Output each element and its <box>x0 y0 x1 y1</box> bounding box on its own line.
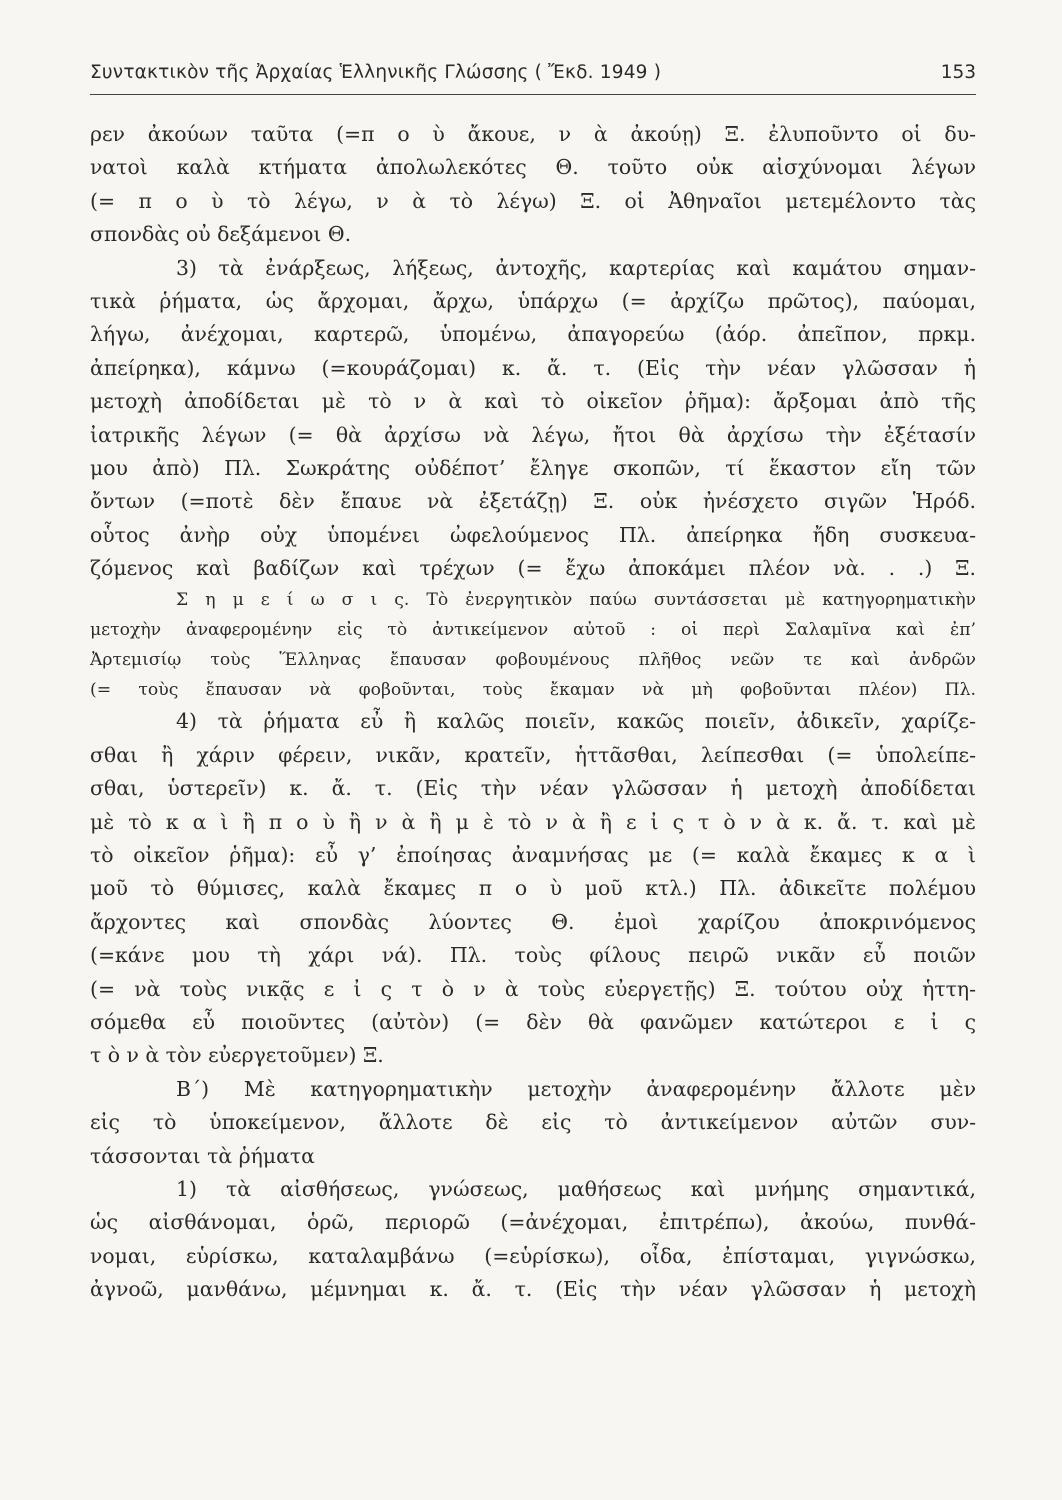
text-line: τάσσονται τὰ ῥήματα <box>90 1143 315 1168</box>
text-line: μὲ τὸ κ α ὶ ἢ π ο ὺ ἢ ν ὰ ἢ μ ὲ τὸ ν ὰ ἢ ε ἰ ς τ ὸ ν ὰ κ. ἄ. τ. καὶ μὲ <box>90 809 976 834</box>
text-line: ρεν ἀκούων ταῦτα (=π ο ὺ ἄκουε, ν ὰ ἀκούῃ) Ξ. ἐλυποῦντο οἱ δυ- <box>90 122 976 146</box>
page-number: 153 <box>940 62 976 83</box>
text-line: νομαι, εὑρίσκω, καταλαμβάνω (=εὑρίσκω), οἶδα, ἐπίσταμαι, γιγνώσκω, <box>90 1243 976 1268</box>
text-line: Β΄) Μὲ κατηγορηματικὴν μετοχὴν ἀναφερομένην ἄλλοτε μὲν <box>176 1076 976 1101</box>
note-line: (= τοὺς ἔπαυσαν νὰ φοβοῦνται, τοὺς ἔκαμαν νὰ μὴ φοβοῦνται πλέον) Πλ. <box>90 680 976 701</box>
text-line: ἄρχοντες καὶ σπονδὰς λύοντες Θ. ἐμοὶ χαρίζου ἀποκρινόμενος <box>90 909 976 934</box>
text-line: 4) τὰ ῥήματα εὖ ἢ καλῶς ποιεῖν, κακῶς ποιεῖν, ἀδικεῖν, χαρίζε- <box>176 709 976 734</box>
text-line: τὸ οἰκεῖον ῥῆμα): εὖ γ’ ἐποίησας ἀναμνήσας με (= καλὰ ἔκαμες κ α ὶ <box>90 843 976 868</box>
text-line: ἀπείρηκα), κάμνω (=κουράζομαι) κ. ἄ. τ. (Εἰς τὴν νέαν γλῶσσαν ἡ <box>90 355 976 380</box>
text-line: (=κάνε μου τὴ χάρι νά). Πλ. τοὺς φίλους πειρῶ νικᾶν εὖ ποιῶν <box>90 943 976 968</box>
text-line: (= π ο ὺ τὸ λέγω, ν ὰ τὸ λέγω) Ξ. οἱ Ἀθηναῖοι μετεμέλοντο τὰς <box>90 188 976 213</box>
text-line: μοῦ τὸ θύμισες, καλὰ ἔκαμες π ο ὺ μοῦ κτλ.) Πλ. ἀδικεῖτε πολέμου <box>90 876 976 901</box>
running-title: Συντακτικὸν τῆς Ἀρχαίας Ἑλληνικῆς Γλώσσης ( Ἔκδ. 1949 ) <box>90 62 662 83</box>
text-line: σπονδὰς οὐ δεξάμενοι Θ. <box>90 222 352 247</box>
text-line: εἰς τὸ ὑποκείμενον, ἄλλοτε δὲ εἰς τὸ ἀντικείμενον αὐτῶν συν- <box>90 1110 976 1135</box>
body-text <box>90 118 976 1307</box>
note-line: μετοχὴν ἀναφερομένην εἰς τὸ ἀντικείμενον αὐτοῦ : οἱ περὶ Σαλαμῖνα καὶ ἐπ’ <box>90 620 976 641</box>
text-line: τ ὸ ν ὰ τὸν εὐεργετοῦμεν) Ξ. <box>90 1043 384 1068</box>
text-line: οὗτος ἀνὴρ οὐχ ὑπομένει ὠφελούμενος Πλ. ἀπείρηκα ἤδη συσκευα- <box>90 522 976 547</box>
text-line: 1) τὰ αἰσθήσεως, γνώσεως, μαθήσεως καὶ μνήμης σημαντικά, <box>176 1176 976 1201</box>
note-line: Ἀρτεμισίῳ τοὺς Ἕλληνας ἔπαυσαν φοβουμένους πλῆθος νεῶν τε καὶ ἀνδρῶν <box>90 650 976 671</box>
text-line: σθαι, ὑστερεῖν) κ. ἄ. τ. (Εἰς τὴν νέαν γλῶσσαν ἡ μετοχὴ ἀποδίδεται <box>90 776 976 801</box>
text-line: σθαι ἢ χάριν φέρειν, νικᾶν, κρατεῖν, ἡττᾶσθαι, λείπεσθαι (= ὑπολείπε- <box>90 742 976 767</box>
text-line: ἰατρικῆς λέγων (= θὰ ἀρχίσω νὰ λέγω, ἤτοι θὰ ἀρχίσω τὴν ἐξέτασίν <box>90 422 976 447</box>
text-line: ἀγνοῶ, μανθάνω, μέμνημαι κ. ἄ. τ. (Εἰς τὴν νέαν γλῶσσαν ἡ μετοχὴ <box>90 1277 976 1302</box>
text-line: ὄντων (=ποτὲ δὲν ἔπαυε νὰ ἐξετάζῃ) Ξ. οὐκ ἠνέσχετο σιγῶν Ἡρόδ. <box>90 489 976 514</box>
text-line: νατοὶ καλὰ κτήματα ἀπολωλεκότες Θ. τοῦτο οὐκ αἰσχύνομαι λέγων <box>90 155 976 180</box>
text-line: ζόμενος καὶ βαδίζων καὶ τρέχων (= ἔχω ἀποκάμει πλέον νὰ. . .) Ξ. <box>90 556 976 581</box>
text-line: (= νὰ τοὺς νικᾷς ε ἰ ς τ ὸ ν ὰ τοὺς εὐεργετῇς) Ξ. τούτου οὐχ ἡττη- <box>90 976 976 1001</box>
text-line: λήγω, ἀνέχομαι, καρτερῶ, ὑπομένω, ἀπαγορεύω (ἀόρ. ἀπεῖπον, πρκμ. <box>90 322 976 347</box>
running-header <box>90 60 976 95</box>
note-line: Σ η μ ε ί ω σ ι ς. Τὸ ἐνεργητικὸν παύω συντάσσεται μὲ κατηγορηματικὴν <box>176 590 976 611</box>
text-line: σόμεθα εὖ ποιοῦντες (αὐτὸν) (= δὲν θὰ φανῶμεν κατώτεροι ε ἰ ς <box>90 1009 976 1034</box>
text-line: μετοχὴ ἀποδίδεται μὲ τὸ ν ὰ καὶ τὸ οἰκεῖον ῥῆμα): ἄρξομαι ἀπὸ τῆς <box>90 389 976 414</box>
text-line: μου ἀπὸ) Πλ. Σωκράτης οὐδέποτ’ ἔληγε σκοπῶν, τί ἕκαστον εἴη τῶν <box>90 455 976 480</box>
text-line: ὡς αἰσθάνομαι, ὁρῶ, περιορῶ (=ἀνέχομαι, ἐπιτρέπω), ἀκούω, πυνθά- <box>90 1210 976 1235</box>
text-line: 3) τὰ ἐνάρξεως, λήξεως, ἀντοχῆς, καρτερίας καὶ καμάτου σημαν- <box>176 255 976 280</box>
text-line: τικὰ ῥήματα, ὡς ἄρχομαι, ἄρχω, ὑπάρχω (= ἀρχίζω πρῶτος), παύομαι, <box>90 288 976 313</box>
